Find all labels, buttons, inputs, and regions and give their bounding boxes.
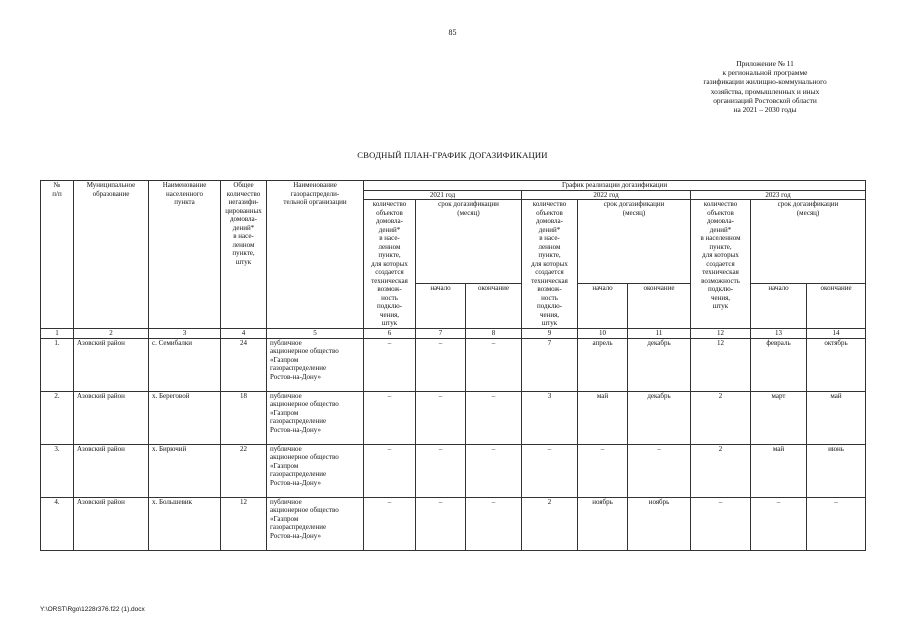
cell-count-2023: –	[691, 497, 751, 550]
cell-org: публичное акционерное общество «Газпром газораспределение Ростов-на-Дону»	[267, 497, 364, 550]
cell-end-2021: –	[466, 444, 522, 497]
cell-start-2023: май	[751, 444, 807, 497]
column-number-row	[41, 328, 866, 338]
table-row	[41, 497, 866, 550]
table-body	[41, 338, 866, 550]
cell-total: 12	[221, 497, 267, 550]
cell-municipality: Азовский район	[74, 391, 149, 444]
cell-total: 24	[221, 338, 267, 391]
cell-count-2023: 12	[691, 338, 751, 391]
header-term-2023: срок догазификации (месяц)	[751, 200, 866, 284]
cell-start-2021: –	[416, 444, 466, 497]
cell-end-2022: ноябрь	[628, 497, 691, 550]
header-start-2023: начало	[751, 284, 807, 328]
cell-end-2023: май	[807, 391, 866, 444]
table-row	[41, 444, 866, 497]
cell-num: 3.	[41, 444, 74, 497]
header-num: № п/п	[41, 181, 74, 329]
header-locality: Наименование населенного пункта	[149, 181, 221, 329]
cell-count-2022: 3	[522, 391, 578, 444]
cell-start-2023: –	[751, 497, 807, 550]
cell-start-2023: февраль	[751, 338, 807, 391]
header-start-2022: начало	[578, 284, 628, 328]
header-end-2022: окончание	[628, 284, 691, 328]
cell-end-2021: –	[466, 497, 522, 550]
header-municipality: Муниципальное образование	[74, 181, 149, 329]
column-number: 1	[41, 328, 74, 338]
cell-num: 2.	[41, 391, 74, 444]
cell-start-2022: –	[578, 444, 628, 497]
column-number: 12	[691, 328, 751, 338]
cell-start-2021: –	[416, 338, 466, 391]
cell-end-2023: июнь	[807, 444, 866, 497]
header-count-2023: количество объектов домовла- дений* в населенном пункте, для которых создается техническая возможность подклю- чения, штук	[691, 200, 751, 329]
table-row	[41, 338, 866, 391]
cell-count-2022: –	[522, 444, 578, 497]
plan-table	[40, 180, 866, 551]
cell-num: 1.	[41, 338, 74, 391]
cell-end-2022: декабрь	[628, 338, 691, 391]
header-org: Наименование газораспредели- тельной организации	[267, 181, 364, 329]
header-year-2023: 2023 год	[691, 190, 866, 200]
page-number: 85	[448, 28, 457, 37]
appendix-line: Приложение № 11	[736, 59, 794, 68]
cell-count-2021: –	[364, 444, 416, 497]
header-year-2022: 2022 год	[522, 190, 691, 200]
column-number: 8	[466, 328, 522, 338]
header-end-2023: окончание	[807, 284, 866, 328]
cell-count-2021: –	[364, 497, 416, 550]
appendix-line: организаций Ростовской области	[713, 95, 817, 105]
cell-end-2022: декабрь	[628, 391, 691, 444]
column-number: 10	[578, 328, 628, 338]
cell-org: публичное акционерное общество «Газпром газораспределение Ростов-на-Дону»	[267, 444, 364, 497]
cell-count-2022: 2	[522, 497, 578, 550]
cell-num: 4.	[41, 497, 74, 550]
header-total: Общее количество негазифи- цированных домовла- дений* в насе- ленном пункте, штук	[221, 181, 267, 329]
cell-start-2022: апрель	[578, 338, 628, 391]
cell-total: 18	[221, 391, 267, 444]
document-title: СВОДНЫЙ ПЛАН-ГРАФИК ДОГАЗИФИКАЦИИ	[357, 150, 548, 160]
cell-org: публичное акционерное общество «Газпром газораспределение Ростов-на-Дону»	[267, 391, 364, 444]
table-row	[41, 391, 866, 444]
cell-count-2023: 2	[691, 391, 751, 444]
header-schedule: График реализации догазификации	[364, 181, 866, 191]
cell-count-2021: –	[364, 338, 416, 391]
column-number: 9	[522, 328, 578, 338]
column-number: 5	[267, 328, 364, 338]
cell-municipality: Азовский район	[74, 497, 149, 550]
appendix-line: к региональной программе	[722, 68, 808, 78]
cell-end-2021: –	[466, 391, 522, 444]
header-term-2022: срок догазификации (месяц)	[578, 200, 691, 284]
cell-org: публичное акционерное общество «Газпром газораспределение Ростов-на-Дону»	[267, 338, 364, 391]
cell-end-2022: –	[628, 444, 691, 497]
header-end-2021: окончание	[466, 284, 522, 328]
cell-locality: с. Семибалки	[149, 338, 221, 391]
file-path-footer: Y:\ORST\Rgo\1228r376.f22 (1).docx	[40, 606, 145, 613]
cell-start-2022: ноябрь	[578, 497, 628, 550]
cell-count-2023: 2	[691, 444, 751, 497]
column-number: 6	[364, 328, 416, 338]
column-number: 13	[751, 328, 807, 338]
cell-start-2021: –	[416, 391, 466, 444]
column-number: 11	[628, 328, 691, 338]
header-start-2021: начало	[416, 284, 466, 328]
column-number: 4	[221, 328, 267, 338]
appendix-line: газификации жилищно-коммунального	[703, 77, 827, 87]
cell-municipality: Азовский район	[74, 444, 149, 497]
cell-start-2023: март	[751, 391, 807, 444]
table-header	[41, 181, 866, 339]
cell-municipality: Азовский район	[74, 338, 149, 391]
appendix-note	[690, 59, 840, 114]
column-number: 3	[149, 328, 221, 338]
column-number: 2	[74, 328, 149, 338]
cell-locality: х. Береговой	[149, 391, 221, 444]
cell-locality: х. Большевик	[149, 497, 221, 550]
appendix-line: на 2021 – 2030 годы	[733, 105, 797, 115]
cell-count-2022: 7	[522, 338, 578, 391]
cell-end-2021: –	[466, 338, 522, 391]
cell-start-2021: –	[416, 497, 466, 550]
cell-start-2022: май	[578, 391, 628, 444]
cell-locality: х. Бирючий	[149, 444, 221, 497]
column-number: 7	[416, 328, 466, 338]
cell-count-2021: –	[364, 391, 416, 444]
cell-end-2023: октябрь	[807, 338, 866, 391]
cell-end-2023: –	[807, 497, 866, 550]
appendix-line: хозяйства, промышленных и иных	[710, 86, 820, 96]
header-count-2021: количество объектов домовла- дений* в насе- ленном пункте, для которых создается техническая возмож- ность подклю- чения, штук	[364, 200, 416, 329]
header-term-2021: срок догазификации (месяц)	[416, 200, 522, 284]
column-number: 14	[807, 328, 866, 338]
header-year-2021: 2021 год	[364, 190, 522, 200]
cell-total: 22	[221, 444, 267, 497]
header-count-2022: количество объектов домовла- дений* в насе- ленном пункте, для которых создается техническая возмож- ность подклю- чения, штук	[522, 200, 578, 329]
